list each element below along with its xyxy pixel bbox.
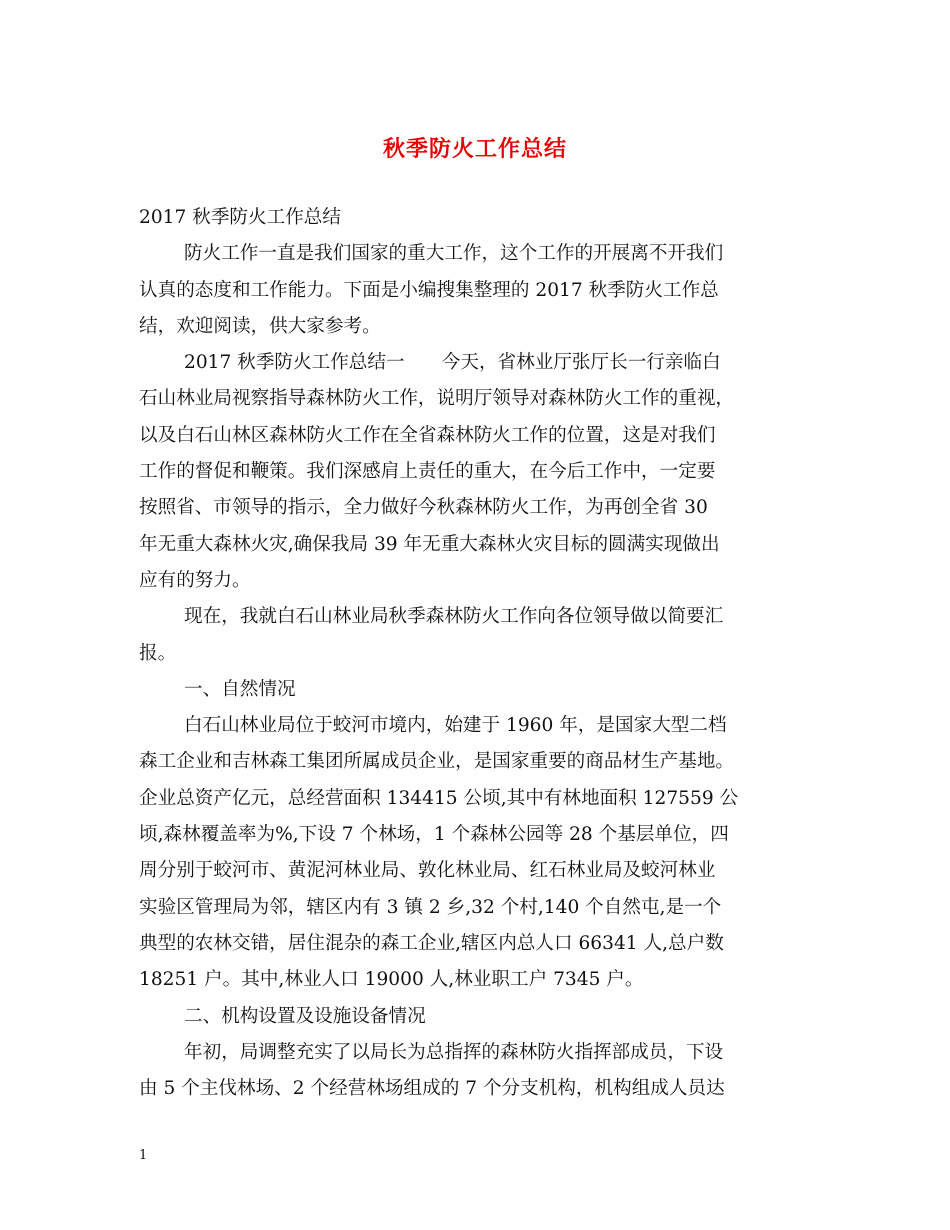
text-line: 森工企业和吉林森工集团所属成员企业，是国家重要的商品材生产基地。 [139, 751, 735, 773]
subtitle-line: 2017 秋季防火工作总结 [139, 207, 341, 228]
text-line: 企业总资产亿元，总经营面积 134415 公顷,其中有林地面积 127559 公 [139, 787, 739, 809]
text-line: 顷,森林覆盖率为%,下设 7 个林场，1 个森林公园等 28 个基层单位，四 [139, 824, 729, 846]
text-line: 典型的农林交错，居住混杂的森工企业,辖区内总人口 66341 人,总户数 [139, 932, 724, 954]
text-line: 年初，局调整充实了以局长为总指挥的森林防火指挥部成员，下设 [184, 1041, 724, 1063]
text-line: 报。 [139, 642, 177, 664]
text-line: 认真的态度和工作能力。下面是小编搜集整理的 2017 秋季防火工作总 [139, 279, 719, 301]
text-line: 二、机构设置及设施设备情况 [184, 1005, 426, 1027]
text-line: 18251 户。其中,林业人口 19000 人,林业职工户 7345 户。 [139, 969, 644, 991]
text-line: 石山林业局视察指导森林防火工作，说明厅领导对森林防火工作的重视， [139, 388, 735, 410]
text-line: 应有的努力。 [139, 569, 251, 591]
text-line: 白石山林业局位于蛟河市境内，始建于 1960 年，是国家大型二档 [184, 715, 727, 737]
text-line: 由 5 个主伐林场、2 个经营林场组成的 7 个分支机构，机构组成人员达 [139, 1078, 725, 1100]
text-line: 防火工作一直是我们国家的重大工作，这个工作的开展离不开我们 [184, 243, 724, 265]
text-line: 以及白石山林区森林防火工作在全省森林防火工作的位置，这是对我们 [139, 424, 716, 446]
document-title: 秋季防火工作总结 [382, 137, 567, 162]
text-line: 实验区管理局为邻，辖区内有 3 镇 2 乡,32 个村,140 个自然屯,是一个 [139, 896, 722, 918]
page-number: 1 [139, 1148, 148, 1163]
document-body [139, 200, 819, 1107]
text-line: 结，欢迎阅读，供大家参考。 [139, 315, 381, 337]
text-line: 工作的督促和鞭策。我们深感肩上责任的重大，在今后工作中，一定要 [139, 461, 716, 483]
text-line: 周分别于蛟河市、黄泥河林业局、敦化林业局、红石林业局及蛟河林业 [139, 860, 716, 882]
text-line: 现在，我就白石山林业局秋季森林防火工作向各位领导做以简要汇 [184, 606, 724, 628]
text-line: 按照省、市领导的指示，全力做好今秋森林防火工作，为再创全省 30 [139, 497, 708, 519]
text-line: 2017 秋季防火工作总结一 今天，省林业厅张厅长一行亲临白 [184, 352, 721, 374]
text-line: 一、自然情况 [184, 678, 296, 700]
text-line: 年无重大森林火灾,确保我局 39 年无重大森林火灾目标的圆满实现做出 [139, 533, 720, 555]
